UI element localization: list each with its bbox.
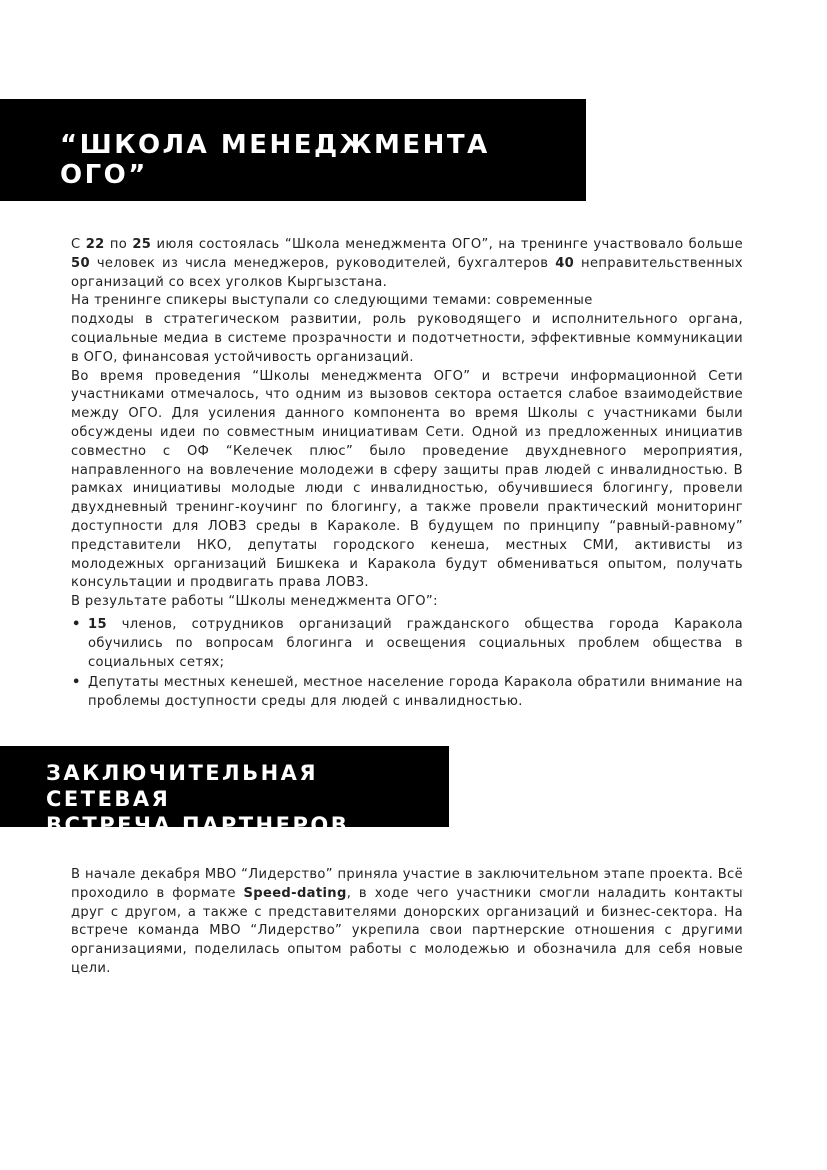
participant-count: 50	[71, 255, 90, 271]
section-title-line: ЗАКЛЮЧИТЕЛЬНАЯ СЕТЕВАЯ	[46, 761, 319, 811]
date-end: 25	[132, 237, 152, 252]
paragraph-topics-lead: На тренинге спикеры выступали со следующими темами: современные	[71, 293, 593, 309]
date-start: 22	[85, 237, 105, 252]
section-title-banner	[0, 746, 449, 837]
section-body	[71, 236, 743, 714]
section-title-line: ВСТРЕЧА ПАРТНЕРОВ	[46, 813, 350, 837]
format-name: Speed-dating	[243, 885, 347, 901]
org-count: 40	[555, 255, 575, 271]
list-item: • Депутаты местных кенешей, местное население города Каракола обратили внимание на проблемы доступности среды для людей с инвалидностью.	[88, 674, 743, 712]
member-count: 15	[88, 616, 107, 632]
section-title: “ШКОЛА МЕНЕДЖМЕНТА ОГО”	[60, 130, 490, 190]
paragraph-results-lead: В результате работы “Школы менеджмента ОГО”:	[71, 594, 438, 610]
paragraph-intro: С 22 по 25 июля состоялась “Школа менеджмента ОГО”, на тренинге участвовало больше 50 человек из числа менеджеров, руководителей, бухгалтеров 40 неправительственных организаций со всех уголков Кыргызстана.	[71, 237, 743, 290]
list-item: • 15 членов, сотрудников организаций гражданского общества города Каракола обучились по вопросам блогинга и освещения социальных проблем общества в социальных сетях;	[88, 616, 743, 672]
paragraph-network: Во время проведения “Школы менеджмента ОГО” и встречи информационной Сети участниками отмечалось, что одним из вызовов сектора остается слабое взаимодействие между ОГО. Для усиления данного компонента во время Школы с участниками были обсуждены идеи по совместным инициативам Сети. Одной из предложенных инициатив совместно с ОФ “Келечек плюс” было проведение двухдневного мероприятия, направленного на вовлечение молодежи в сферу защиты прав людей с инвалидностью. В рамках инициативы молодые люди с инвалидностью, обучившиеся блогингу, провели двухдневный тренинг-коучинг по блогингу, а также провели практический мониторинг доступности для ЛОВЗ среды в Караколе. В будущем по принципу “равный-равному” представители НКО, депутаты городского кенеша, местных СМИ, активисты из молодежных организаций Бишкека и Каракола будут обмениваться опытом, получать консультации и продвигать права ЛОВЗ.	[71, 368, 743, 591]
section-body	[71, 866, 743, 979]
paragraph-meeting: В начале декабря МВО “Лидерство” приняла участие в заключительном этапе проекта. Всё проходило в формате Speed-dating, в ходе чего участники смогли наладить контакты друг с другом, а также с представителями донорских организаций и бизнес-сектора. На встрече команда МВО “Лидерство” укрепила свои партнерские отношения с другими организациями, поделилась опытом работы с молодежью и обозначила для себя новые цели.	[71, 867, 743, 976]
results-list	[71, 616, 743, 712]
paragraph-topics: подходы в стратегическом развитии, роль руководящего и исполнительного органа, социальные медиа в системе прозрачности и подотчетности, эффективные коммуникации в ОГО, финансовая устойчивость организаций.	[71, 312, 743, 365]
section-title-banner	[0, 99, 586, 201]
